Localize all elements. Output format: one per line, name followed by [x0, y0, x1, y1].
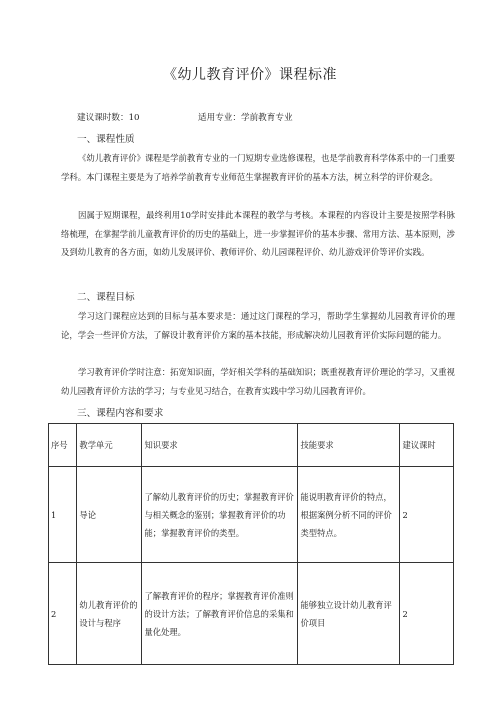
cell-knowledge: 了解教育评价的程序；掌握教育评价准则的设计方法；了解教育评价信息的采集和量化处理。	[142, 563, 298, 665]
paragraph-study-notes: 学习教育评价学时注意：拓宽知识面，学好相关学科的基础知识；既重视教育评价理论的学习，又重视幼儿园教育评价方法的学习；与专业见习结合，在教育实践中学习幼儿园教育评价。	[61, 367, 455, 396]
course-content-table	[48, 423, 454, 665]
section-heading-content: 三、课程内容和要求	[77, 408, 164, 419]
header-index: 序号	[49, 424, 77, 467]
cell-skills: 能够独立设计幼儿教育评价项目	[298, 563, 400, 665]
table-row	[49, 467, 454, 563]
cell-index: 2	[49, 563, 77, 665]
table-header-row	[49, 424, 454, 467]
header-unit: 教学单元	[77, 424, 142, 467]
header-hours: 建议课时	[400, 424, 454, 467]
paragraph-course-nature: 《幼儿教育评价》课程是学前教育专业的一门短期专业选修课程，也是学前教育科学体系中的一门重要学科。本门课程主要是为了培养学前教育专业师范生掌握教育评价的基本方法，树立科学的评价观念。	[61, 153, 455, 182]
cell-skills: 能说明教育评价的特点，根据案例分析不同的评价类型特点。	[298, 467, 400, 563]
header-knowledge: 知识要求	[142, 424, 298, 467]
applicable-major: 适用专业：学前教育专业	[198, 113, 293, 123]
cell-index: 1	[49, 467, 77, 563]
header-skills: 技能要求	[298, 424, 400, 467]
section-heading-goals: 二、课程目标	[77, 292, 135, 303]
cell-knowledge: 了解幼儿教育评价的历史；掌握教育评价与相关概念的鉴别；掌握教育评价的功能；掌握教育评价的类型。	[142, 467, 298, 563]
paragraph-goals: 学习这门课程应达到的目标与基本要求是：通过这门课程的学习，帮助学生掌握幼儿园教育评价的理论，学会一些评价方法，了解设计教育评价方案的基本技能，形成解决幼儿园教育评价实际问题的能力。	[61, 311, 455, 340]
section-heading-nature: 一、课程性质	[77, 134, 135, 145]
page-title: 《幼儿教育评价》课程标准	[163, 67, 337, 83]
suggested-hours: 建议课时数：10	[77, 113, 140, 123]
paragraph-course-design: 因属于短期课程，最终利用10学时安排此本课程的教学与考核。本课程的内容设计主要是按照学科脉络梳理，在掌握学前儿童教育评价的历史的基础上，进一步掌握评价的基本步骤、常用方法、基本原则，涉及到幼儿教育的各方面，如幼儿发展评价、教师评价、幼儿园课程评价、幼儿游戏评价等评价实践。	[61, 210, 455, 258]
cell-unit: 幼儿教育评价的设计与程序	[77, 563, 142, 665]
table-row	[49, 563, 454, 665]
cell-unit: 导论	[77, 467, 142, 563]
cell-hours: 2	[400, 467, 454, 563]
cell-hours: 2	[400, 563, 454, 665]
